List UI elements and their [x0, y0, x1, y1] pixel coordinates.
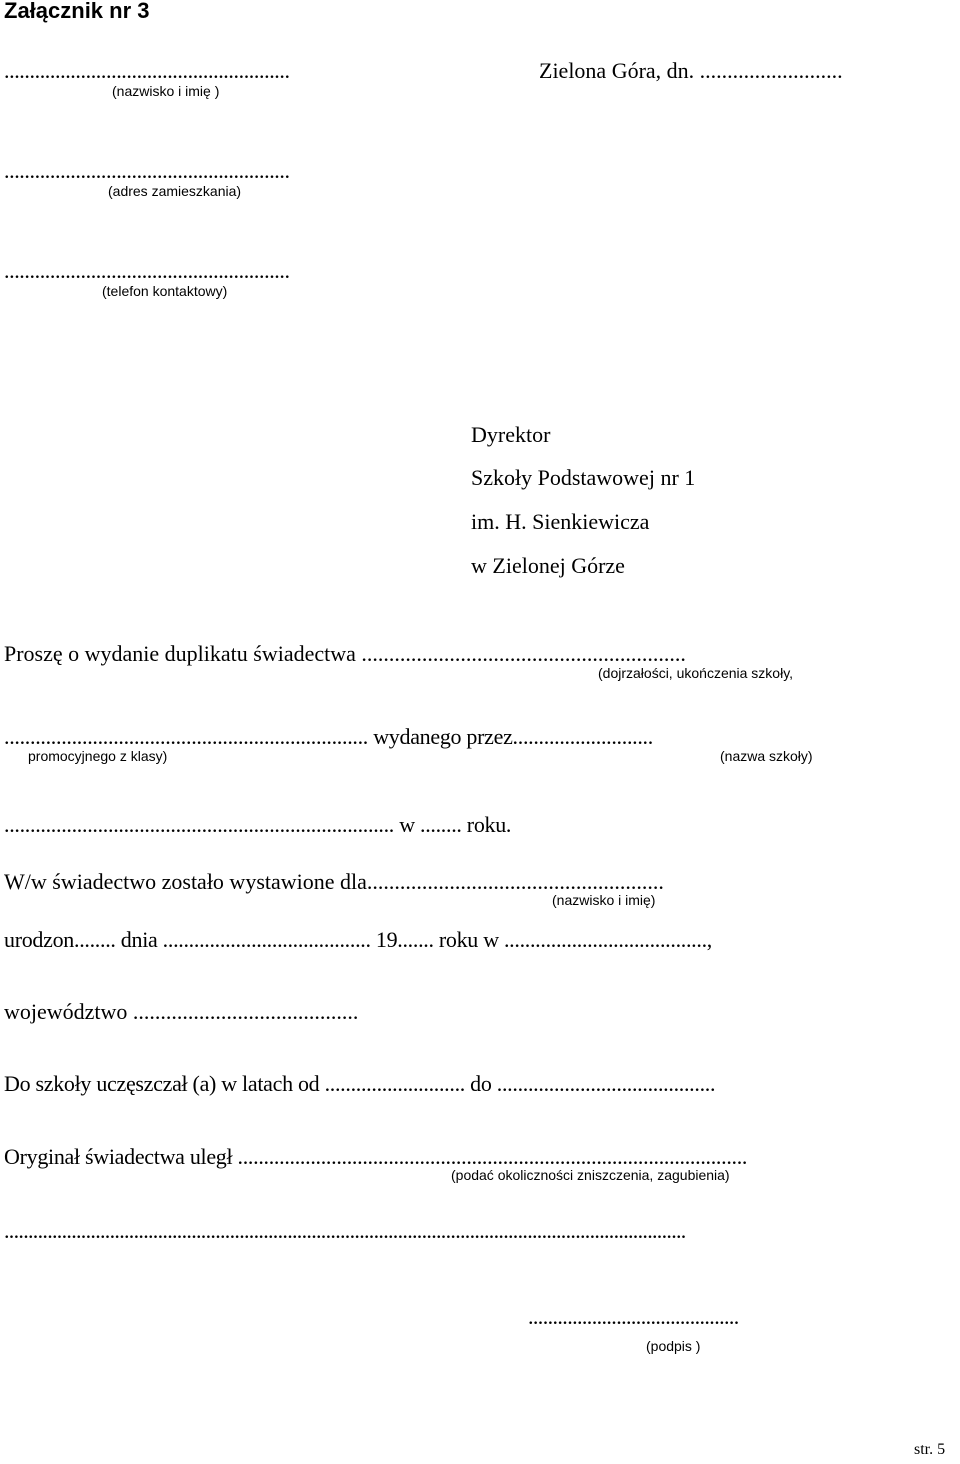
issued-for-line: W/w świadectwo zostało wystawione dla...................................................... — [4, 869, 664, 894]
recipient-line-3: im. H. Sienkiewicza — [471, 509, 650, 534]
attachment-title: Załącznik nr 3 — [4, 0, 150, 23]
issued-caption-left: promocyjnego z klasy) — [28, 748, 168, 764]
issued-by-line: ...................................................................... wydanego przez........................... — [4, 724, 653, 749]
address-caption: (adres zamieszkania) — [108, 183, 242, 199]
place-date: Zielona Góra, dn. .......................... — [539, 58, 843, 83]
attended-years-line: Do szkoły uczęszczał (a) w latach od ........................... do .......................................... — [4, 1071, 716, 1096]
signature-caption: (podpis ) — [646, 1338, 701, 1354]
phone-caption: (telefon kontaktowy) — [102, 283, 228, 299]
page-number: str. 5 — [914, 1441, 946, 1458]
phone-field: ........................................................ — [4, 258, 290, 283]
recipient-line-4: w Zielonej Górze — [471, 553, 625, 578]
born-line: urodzon........ dnia ........................................ 19....... roku w ......................................., — [4, 927, 712, 952]
recipient-line-2: Szkoły Podstawowej nr 1 — [471, 465, 696, 490]
issued-for-caption: (nazwisko i imię) — [552, 892, 656, 908]
request-caption: (dojrzałości, ukończenia szkoły, — [598, 665, 794, 681]
original-caption: (podać okoliczności zniszczenia, zagubienia) — [451, 1167, 730, 1183]
extra-dots-line: .............................................................................................................................................. — [4, 1218, 686, 1243]
year-line: ........................................................................... w ........ roku. — [4, 812, 512, 837]
address-field: ........................................................ — [4, 158, 290, 183]
original-line: Oryginał świadectwa uległ .................................................................................................. — [4, 1144, 748, 1169]
voivodeship-line: województwo ......................................... — [4, 999, 359, 1024]
request-line: Proszę o wydanie duplikatu świadectwa ........................................................... — [4, 641, 686, 666]
recipient-line-1: Dyrektor — [471, 422, 551, 447]
signature-field: ........................................... — [528, 1304, 739, 1329]
name-field: ........................................................ — [4, 58, 290, 83]
name-caption: (nazwisko i imię ) — [112, 83, 220, 99]
issued-caption-right: (nazwa szkoły) — [720, 748, 813, 764]
